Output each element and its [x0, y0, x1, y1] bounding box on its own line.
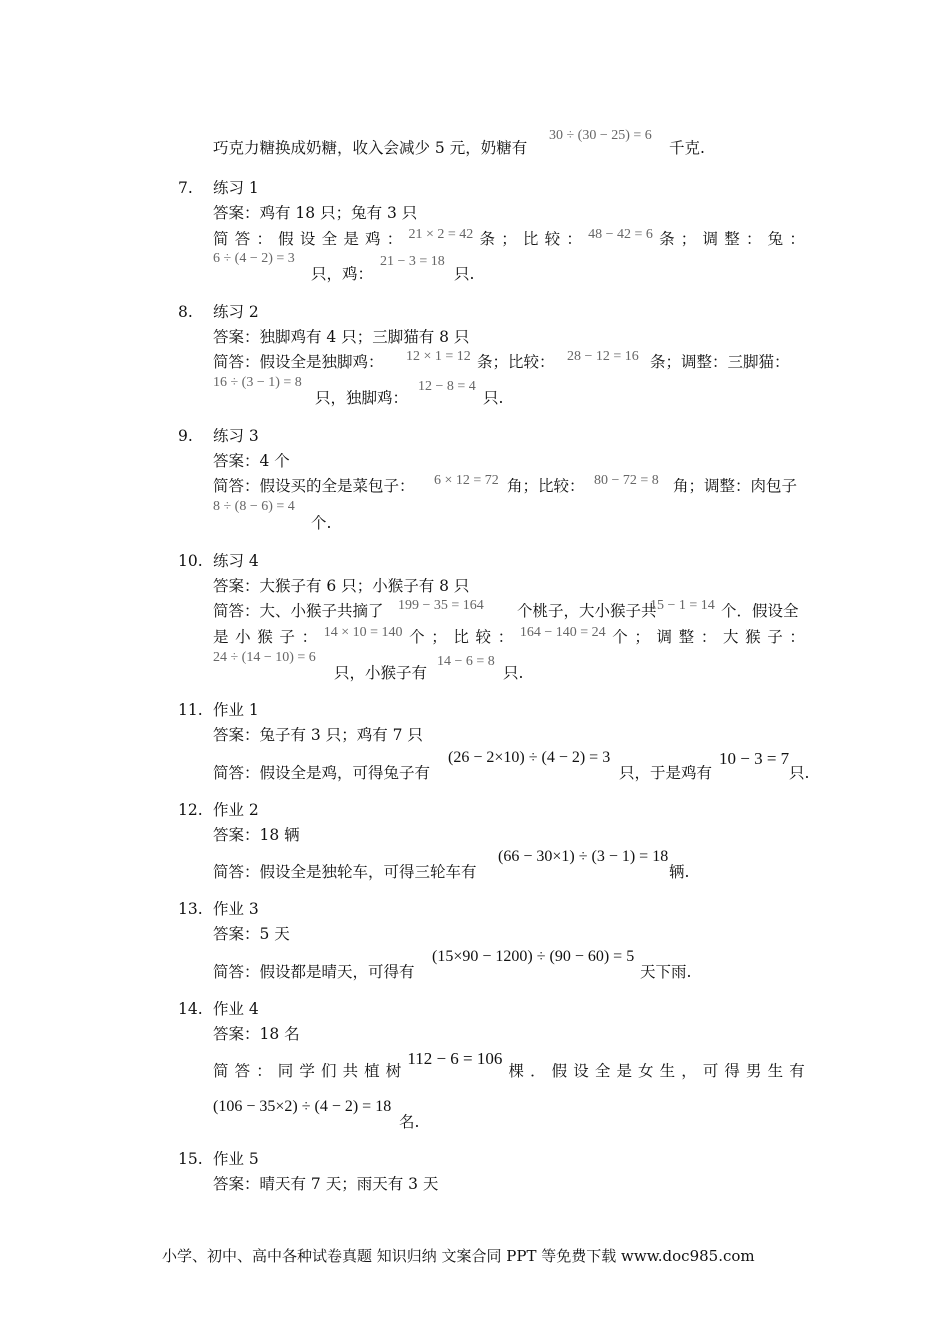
- char: ：: [745, 230, 762, 248]
- item-title: 作业 1: [213, 701, 259, 719]
- char: 全: [594, 1062, 611, 1080]
- char: 猴: [745, 628, 761, 646]
- char: ：: [256, 230, 272, 248]
- char: 有: [789, 1062, 805, 1080]
- text-line: 名.: [399, 1113, 420, 1131]
- item-number: 8.: [178, 303, 193, 321]
- char: 树: [385, 1062, 402, 1080]
- char: 假: [278, 230, 294, 248]
- text-line: 个.: [311, 514, 332, 532]
- text-line: 简答：大、小猴子共摘了: [213, 602, 384, 620]
- item-number: 11.: [178, 701, 203, 719]
- answer-line: 答案：18 名: [213, 1025, 300, 1043]
- math-expression: 6 × 12 = 72: [434, 473, 499, 488]
- text-line: 天下雨.: [640, 963, 692, 981]
- item-number: 15.: [178, 1150, 203, 1168]
- char: ．: [530, 1062, 546, 1080]
- text-line: 只，小猴子有: [334, 664, 428, 682]
- char: 男: [746, 1062, 762, 1080]
- answer-line: 答案：大猴子有 6 只；小猴子有 8 只: [213, 577, 470, 595]
- char: 是: [343, 230, 359, 248]
- math-expression: 80 − 72 = 8: [594, 473, 659, 488]
- math-expression: 6 ÷ (4 − 2) = 3: [213, 251, 295, 266]
- item-number: 12.: [178, 801, 203, 819]
- math-expression: 30 ÷ (30 − 25) = 6: [549, 128, 652, 143]
- char: 假: [551, 1062, 568, 1080]
- text-line: 个．假设全: [721, 602, 799, 620]
- char: 鸡: [365, 230, 381, 248]
- char: 小: [235, 628, 251, 646]
- answer-line: 答案：18 辆: [213, 826, 300, 844]
- text-line: 只.: [503, 664, 524, 682]
- text-line: 千克.: [669, 139, 705, 157]
- item-title: 练习 2: [213, 303, 259, 321]
- text-line: 个桃子，大小猴子共: [517, 602, 657, 620]
- math-expression: 15 − 1 = 14: [650, 598, 715, 613]
- char: ：: [789, 628, 805, 646]
- text-line: 条；比较：: [477, 353, 555, 371]
- char: 个: [409, 628, 425, 646]
- char: 较: [544, 230, 561, 248]
- math-expression: 12 − 8 = 4: [418, 379, 476, 394]
- char: ：: [566, 230, 582, 248]
- char: ：: [789, 230, 805, 248]
- char: 设: [573, 1062, 589, 1080]
- char: 个: [612, 628, 628, 646]
- char: 棵: [508, 1062, 524, 1080]
- math-expression: 21 × 2 = 42: [408, 227, 474, 242]
- item-number: 9.: [178, 427, 193, 445]
- math-expression: 48 − 42 = 6: [588, 227, 653, 242]
- char: ：: [497, 628, 514, 646]
- item-title: 练习 3: [213, 427, 259, 445]
- char: ：: [301, 628, 318, 646]
- char: 共: [342, 1062, 359, 1080]
- text-line: 辆.: [669, 863, 690, 881]
- char: 生: [767, 1062, 784, 1080]
- char: 兔: [767, 230, 784, 248]
- math-expression: 14 × 10 = 140: [323, 625, 403, 640]
- char: 可: [702, 1062, 719, 1080]
- text-line: 只，独脚鸡：: [315, 389, 409, 407]
- math-expression: 28 − 12 = 16: [567, 349, 639, 364]
- solution-line: [213, 1049, 805, 1081]
- answer-line: 答案：独脚鸡有 4 只；三脚猫有 8 只: [213, 328, 470, 346]
- item-number: 7.: [178, 179, 193, 197]
- text-line: 简答：假设全是鸡，可得兔子有: [213, 764, 431, 782]
- char: 简: [213, 1062, 229, 1080]
- char: 得: [724, 1062, 740, 1080]
- text-line: 只.: [483, 389, 504, 407]
- char: 植: [364, 1062, 380, 1080]
- math-expression: 16 ÷ (3 − 1) = 8: [213, 375, 302, 390]
- text-line: 角；调整：肉包子: [673, 477, 798, 495]
- page-footer: 小学、初中、高中各种试卷真题 知识归纳 文案合同 PPT 等免费下载 www.doc985.com: [162, 1247, 755, 1265]
- char: 子: [767, 628, 783, 646]
- item-number: 13.: [178, 900, 203, 918]
- math-expression: (15×90 − 1200) ÷ (90 − 60) = 5: [432, 948, 635, 965]
- char: 女: [638, 1062, 654, 1080]
- math-expression: 14 − 6 = 8: [437, 654, 495, 669]
- answer-line: 答案：兔子有 3 只；鸡有 7 只: [213, 726, 423, 744]
- char: 条: [659, 230, 675, 248]
- char: 答: [234, 1062, 251, 1080]
- char: ，: [681, 1062, 697, 1080]
- math-expression: 12 × 1 = 12: [406, 349, 471, 364]
- solution-line: [213, 627, 805, 647]
- text-line: 简答：假设买的全是菜包子：: [213, 477, 415, 495]
- char: 全: [321, 230, 338, 248]
- item-title: 作业 4: [213, 1000, 259, 1018]
- char: ：: [386, 230, 403, 248]
- text-line: 只，鸡：: [311, 265, 374, 283]
- char: 整: [724, 230, 740, 248]
- char: 同: [277, 1062, 294, 1080]
- math-expression: 199 − 35 = 164: [398, 598, 484, 613]
- math-expression: 24 ÷ (14 − 10) = 6: [213, 650, 316, 665]
- answer-line: 答案：4 个: [213, 452, 290, 470]
- math-expression: 10 − 3 = 7: [719, 749, 790, 768]
- char: 简: [213, 230, 229, 248]
- char: 比: [453, 628, 469, 646]
- item-title: 作业 3: [213, 900, 259, 918]
- char: 设: [299, 230, 316, 248]
- char: ；: [501, 230, 517, 248]
- item-title: 作业 5: [213, 1150, 259, 1168]
- char: 学: [299, 1062, 315, 1080]
- answer-line: 答案：5 天: [213, 925, 290, 943]
- text-line: 只.: [454, 265, 475, 283]
- item-number: 14.: [178, 1000, 203, 1018]
- item-title: 练习 1: [213, 179, 259, 197]
- text-line: 只.: [789, 764, 810, 782]
- item-title: 练习 4: [213, 552, 259, 570]
- solution-line: [213, 229, 805, 249]
- char: 大: [722, 628, 739, 646]
- char: 子: [279, 628, 295, 646]
- math-expression: (26 − 2×10) ÷ (4 − 2) = 3: [448, 749, 611, 766]
- char: 调: [656, 628, 673, 646]
- char: 条: [479, 230, 495, 248]
- math-expression: (106 − 35×2) ÷ (4 − 2) = 18: [213, 1098, 392, 1115]
- char: ：: [256, 1062, 272, 1080]
- math-expression: 112 − 6 = 106: [407, 1049, 503, 1068]
- math-expression: 21 − 3 = 18: [380, 254, 445, 269]
- char: 生: [659, 1062, 676, 1080]
- math-expression: (66 − 30×1) ÷ (3 − 1) = 18: [498, 848, 669, 865]
- text-line: 条；调整：三脚猫：: [650, 353, 790, 371]
- item-title: 作业 2: [213, 801, 259, 819]
- char: 较: [475, 628, 492, 646]
- text-line: 巧克力糖换成奶糖，收入会减少 5 元，奶糖有: [213, 139, 528, 157]
- char: 是: [213, 628, 229, 646]
- text-line: 只，于是鸡有: [619, 764, 713, 782]
- text-line: 简答：假设都是晴天，可得有: [213, 963, 415, 981]
- char: ：: [700, 628, 717, 646]
- char: 们: [320, 1062, 337, 1080]
- answer-line: 答案：晴天有 7 天；雨天有 3 天: [213, 1175, 439, 1193]
- text-line: 简答：假设全是独轮车，可得三轮车有: [213, 863, 477, 881]
- char: 猴: [257, 628, 273, 646]
- char: 比: [522, 230, 539, 248]
- text-line: 简答：假设全是独脚鸡：: [213, 353, 384, 371]
- char: ；: [634, 628, 650, 646]
- char: 整: [678, 628, 695, 646]
- item-number: 10.: [178, 552, 203, 570]
- char: ；: [680, 230, 697, 248]
- math-expression: 164 − 140 = 24: [519, 625, 606, 640]
- char: 答: [234, 230, 251, 248]
- text-line: 角；比较：: [507, 477, 585, 495]
- char: 调: [702, 230, 719, 248]
- math-expression: 8 ÷ (8 − 6) = 4: [213, 499, 295, 514]
- char: ；: [431, 628, 447, 646]
- char: 是: [616, 1062, 632, 1080]
- answer-line: 答案：鸡有 18 只；兔有 3 只: [213, 204, 418, 222]
